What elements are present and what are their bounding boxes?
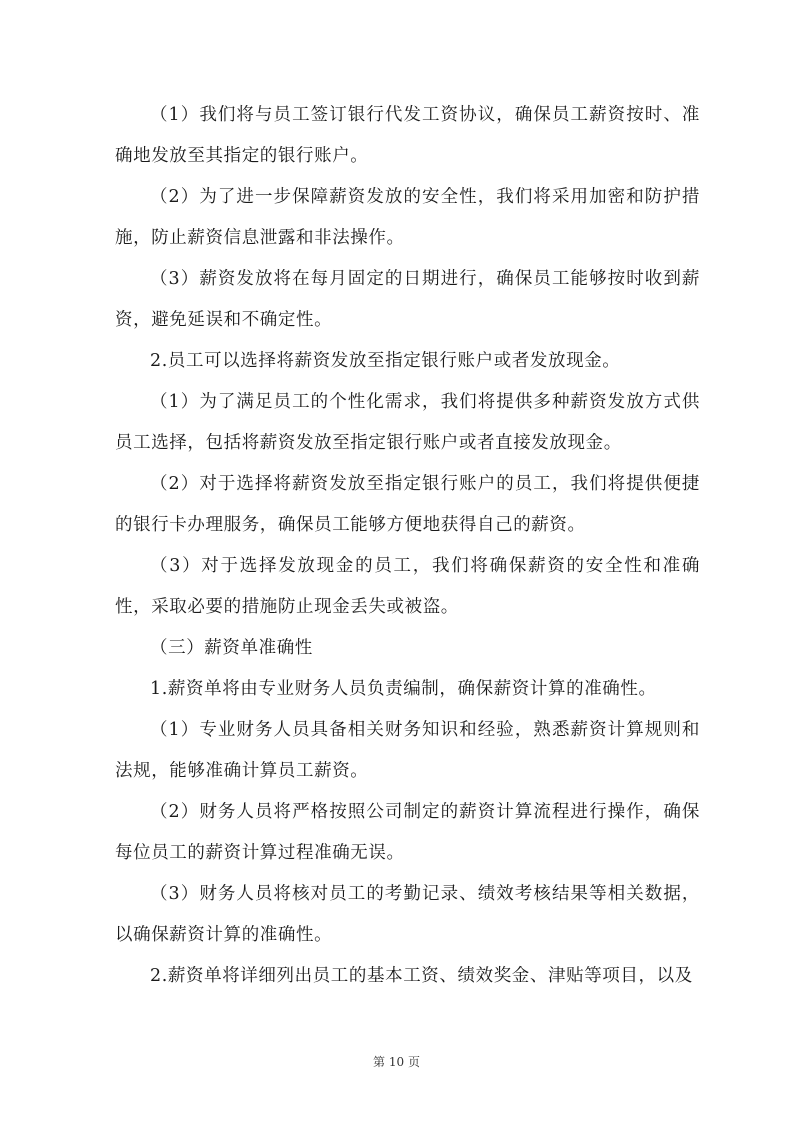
paragraph-10: （1）专业财务人员具备相关财务知识和经验，熟悉薪资计算规则和法规，能够准确计算员工薪资。 bbox=[115, 720, 700, 781]
paragraph-13: 2.薪资单将详细列出员工的基本工资、绩效奖金、津贴等项目，以及 bbox=[150, 966, 693, 986]
paragraph-9: 1.薪资单将由专业财务人员负责编制，确保薪资计算的准确性。 bbox=[150, 679, 657, 699]
paragraph-3: （3）薪资发放将在每月固定的日期进行，确保员工能够按时收到薪资，避免延误和不确定性。 bbox=[115, 269, 700, 330]
paragraph-6: （2）对于选择将薪资发放至指定银行账户的员工，我们将提供便捷的银行卡办理服务，确保员工能够方便地获得自己的薪资。 bbox=[115, 474, 700, 535]
document-body bbox=[115, 95, 700, 997]
paragraph-5: （1）为了满足员工的个性化需求，我们将提供多种薪资发放方式供员工选择，包括将薪资发放至指定银行账户或者直接发放现金。 bbox=[115, 392, 700, 453]
paragraph-12: （3）财务人员将核对员工的考勤记录、绩效考核结果等相关数据，以确保薪资计算的准确性。 bbox=[115, 884, 700, 945]
paragraph-7: （3）对于选择发放现金的员工，我们将确保薪资的安全性和准确性，采取必要的措施防止现金丢失或被盗。 bbox=[115, 556, 700, 617]
paragraph-1: （1）我们将与员工签订银行代发工资协议，确保员工薪资按时、准确地发放至其指定的银行账户。 bbox=[115, 105, 700, 166]
paragraph-2: （2）为了进一步保障薪资发放的安全性，我们将采用加密和防护措施，防止薪资信息泄露和非法操作。 bbox=[115, 187, 700, 248]
page-number: 第 10 页 bbox=[373, 1055, 420, 1069]
paragraph-11: （2）财务人员将严格按照公司制定的薪资计算流程进行操作，确保每位员工的薪资计算过程准确无误。 bbox=[115, 802, 700, 863]
paragraph-4: 2.员工可以选择将薪资发放至指定银行账户或者发放现金。 bbox=[150, 351, 621, 371]
section-heading: （三）薪资单准确性 bbox=[150, 638, 313, 658]
